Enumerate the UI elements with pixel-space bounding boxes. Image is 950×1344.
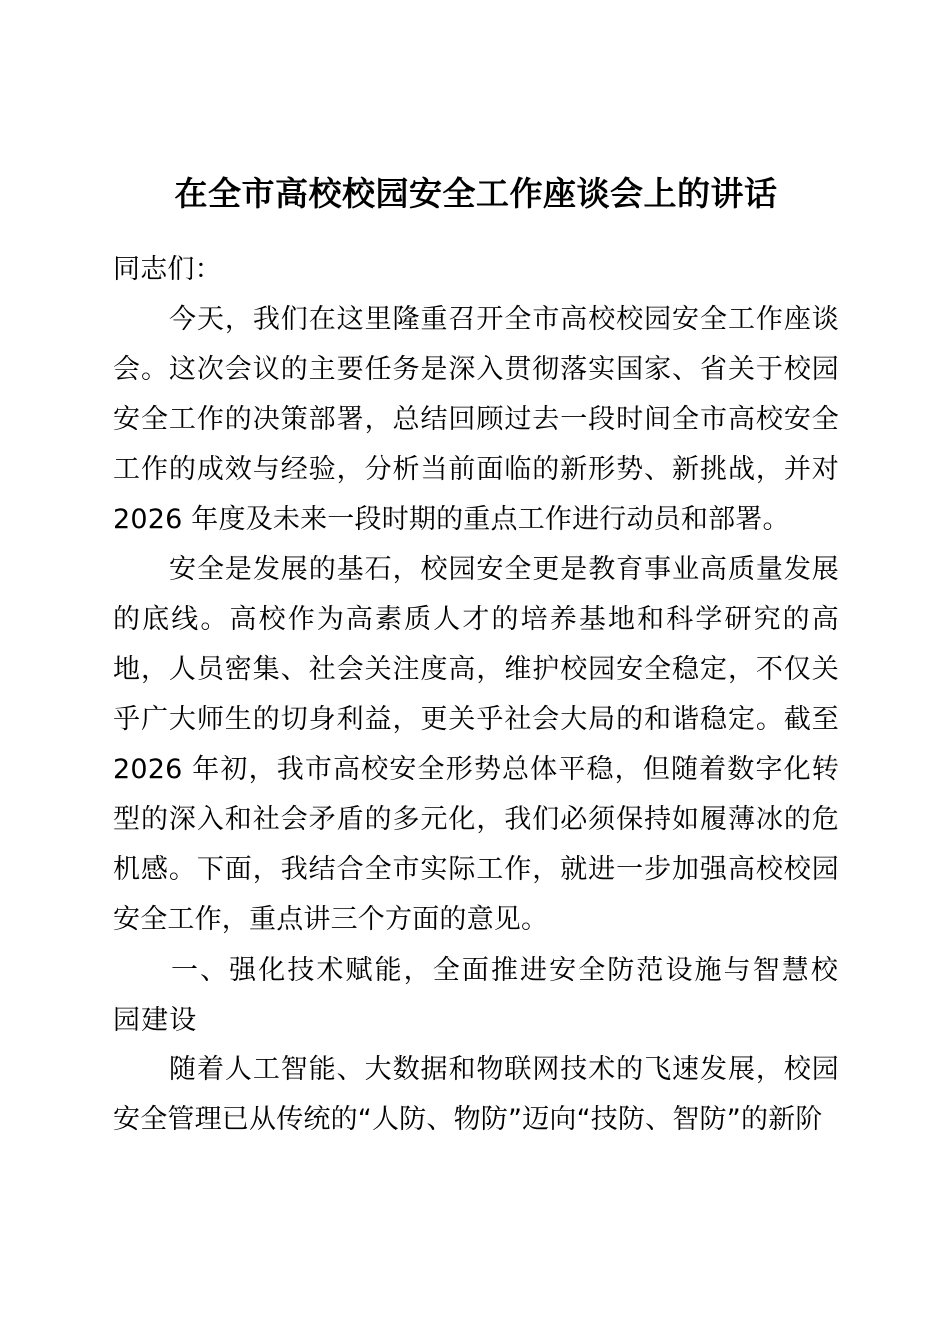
page-title: 在全市高校校园安全工作座谈会上的讲话 xyxy=(174,174,778,213)
section-paragraph-1: 随着人工智能、大数据和物联网技术的飞速发展，校园安全管理已从传统的“人防、物防”迈向“技防、智防”的新阶 xyxy=(113,1054,839,1135)
section-heading-1: 一、强化技术赋能，全面推进安全防范设施与智慧校园建设 xyxy=(113,955,839,1035)
document-body xyxy=(113,0,839,1145)
salutation: 同志们： xyxy=(113,254,222,285)
paragraph-1: 今天，我们在这里隆重召开全市高校校园安全工作座谈会。这次会议的主要任务是深入贯彻落实国家、省关于校园安全工作的决策部署，总结回顾过去一段时间全市高校安全工作的成效与经验，分析当前面临的新形势、新挑战，并对 2026 年度及未来一段时期的重点工作进行动员和部署。 xyxy=(113,304,839,535)
paragraph-2: 安全是发展的基石，校园安全更是教育事业高质量发展的底线。高校作为高素质人才的培养基地和科学研究的高地，人员密集、社会关注度高，维护校园安全稳定，不仅关乎广大师生的切身利益，更关乎社会大局的和谐稳定。截至 2026 年初，我市高校安全形势总体平稳，但随着数字化转型的深入和社会矛盾的多元化，我们必须保持如履薄冰的危机感。下面，我结合全市实际工作，就进一步加强高校校园安全工作，重点讲三个方面的意见。 xyxy=(113,554,839,935)
